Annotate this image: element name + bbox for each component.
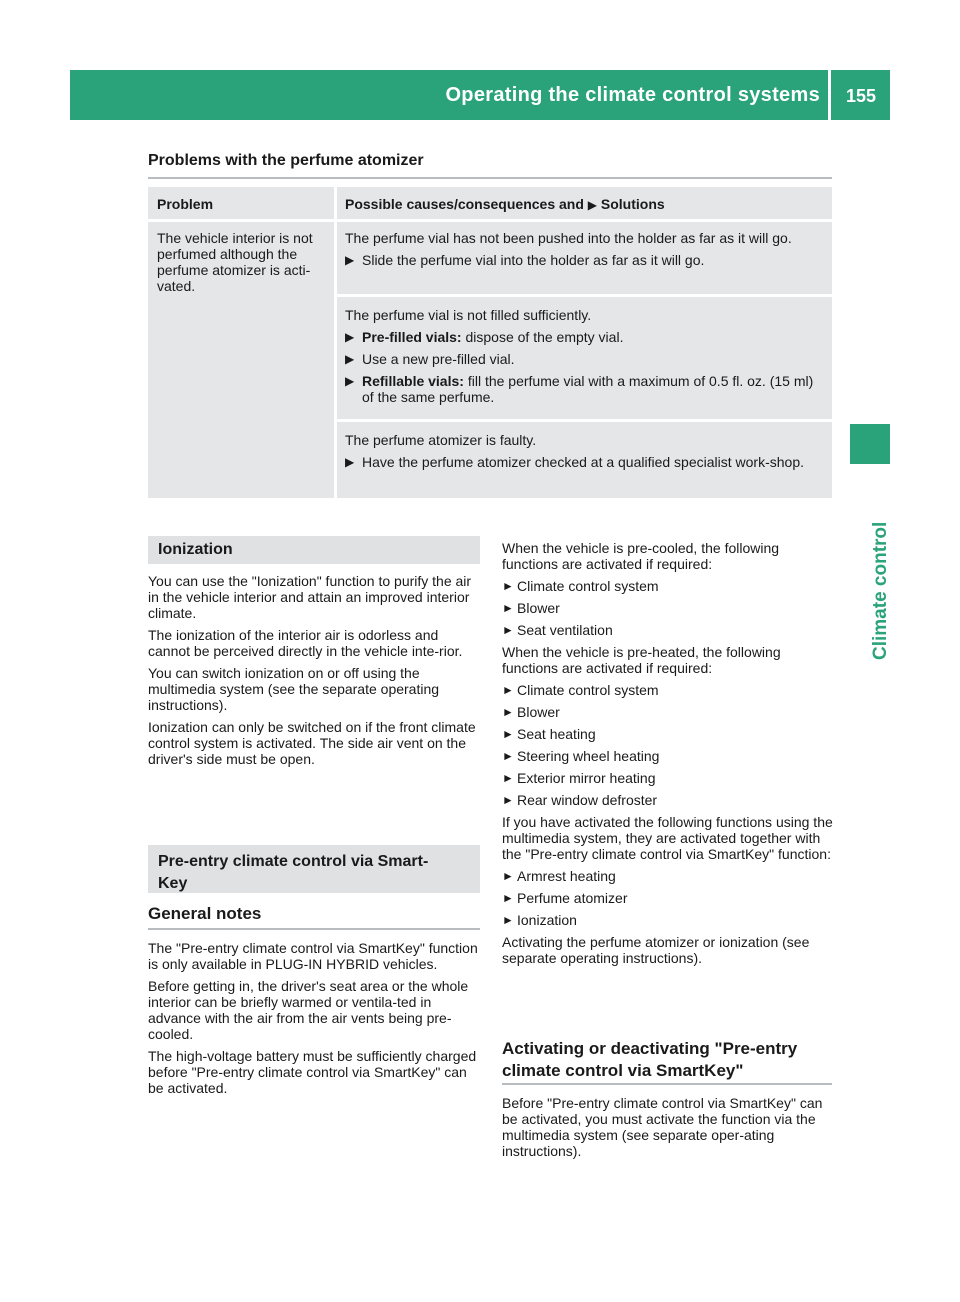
arrow-icon: ▶ <box>345 352 355 366</box>
paragraph: The ionization of the interior air is odorless and cannot be perceived directly in the vehicle inte-rior. <box>148 627 463 659</box>
list-item <box>502 600 836 616</box>
paragraph: The high-voltage battery must be sufficiently charged before "Pre-entry climate control via SmartKey" can be activated. <box>148 1048 477 1096</box>
list-item-text: Rear window defroster <box>517 792 658 808</box>
preentry-title <box>158 851 428 895</box>
table-row <box>337 422 832 498</box>
list-item-text: Climate control system <box>517 682 659 698</box>
list-item-text: Seat ventilation <box>517 622 613 638</box>
general-notes-title: General notes <box>148 904 262 923</box>
preentry-heading-bar <box>148 845 480 893</box>
paragraph: Before getting in, the driver's seat area or the whole interior can be briefly warmed or ventila-ted in advance with the air from the air vents being pre-cooled. <box>148 978 469 1042</box>
activating-title <box>502 1038 797 1082</box>
section-rule <box>502 1083 832 1085</box>
step-text: Slide the perfume vial into the holder as far as it will go. <box>362 252 705 268</box>
header-solutions-label <box>345 196 665 212</box>
right-column <box>502 540 836 972</box>
step-bold: Pre-filled vials: <box>362 329 462 345</box>
table-row <box>337 222 832 294</box>
bullet-icon: ► <box>502 771 514 785</box>
list-item-text: Exterior mirror heating <box>517 770 656 786</box>
solution-step <box>345 454 827 470</box>
paragraph: Ionization can only be switched on if the front climate control system is activated. The side air vent on the driver's side must be open. <box>148 719 476 767</box>
bullet-icon: ► <box>502 601 514 615</box>
bullet-icon: ► <box>502 749 514 763</box>
paragraph: Before "Pre-entry climate control via SmartKey" can be activated, you must activate the function via the multimedia system (see separate oper-ating instructions). <box>502 1095 823 1159</box>
chapter-tab-marker <box>850 424 890 464</box>
arrow-icon: ▶ <box>587 198 598 212</box>
list-item-text: Steering wheel heating <box>517 748 660 764</box>
list-item <box>502 622 836 638</box>
paragraph: The "Pre-entry climate control via SmartKey" function is only available in PLUG-IN HYBRID vehicles. <box>148 940 478 972</box>
list-item <box>502 578 836 594</box>
step-text: Use a new pre-filled vial. <box>362 351 515 367</box>
bullet-icon: ► <box>502 727 514 741</box>
bullet-icon: ► <box>502 869 514 883</box>
solution-step <box>345 373 827 405</box>
bullet-icon: ► <box>502 793 514 807</box>
list-item <box>502 792 836 808</box>
bullet-icon: ► <box>502 891 514 905</box>
general-notes-body <box>148 940 482 1102</box>
section-rule <box>148 177 832 179</box>
table-header <box>148 187 832 219</box>
problem-cell <box>148 222 334 498</box>
ionization-body <box>148 573 482 773</box>
bullet-icon: ► <box>502 623 514 637</box>
activating-title-line2: climate control via SmartKey" <box>502 1061 744 1080</box>
list-item-text: Blower <box>517 600 560 616</box>
arrow-icon: ▶ <box>345 330 355 344</box>
table-section-title: Problems with the perfume atomizer <box>148 152 424 169</box>
header-problem-label: Problem <box>157 196 214 212</box>
header-solutions-pre: Possible causes/consequences and <box>345 196 584 212</box>
arrow-icon: ▶ <box>345 253 355 267</box>
activating-title-line1: Activating or deactivating "Pre-entry <box>502 1039 798 1058</box>
solution-step <box>345 351 827 367</box>
preentry-title-line1: Pre-entry climate control via Smart- <box>158 853 429 870</box>
list-item-text: Perfume atomizer <box>517 890 628 906</box>
solution-step <box>345 252 827 268</box>
paragraph: If you have activated the following functions using the multimedia system, they are activated together with the "Pre-entry climate control via SmartKey" function: <box>502 814 833 862</box>
step-text: Have the perfume atomizer checked at a qualified specialist work-shop. <box>362 454 804 470</box>
activating-body <box>502 1095 836 1165</box>
page-header <box>70 70 890 120</box>
arrow-icon: ▶ <box>345 455 355 469</box>
list-item <box>502 890 836 906</box>
paragraph: You can use the "Ionization" function to purify the air in the vehicle interior and attain an improved interior climate. <box>148 573 472 621</box>
cause-text: The perfume atomizer is faulty. <box>345 432 537 448</box>
paragraph: You can switch ionization on or off using the multimedia system (see the separate operating instructions). <box>148 665 440 713</box>
ionization-title: Ionization <box>158 541 233 558</box>
list-item-text: Climate control system <box>517 578 659 594</box>
list-item <box>502 704 836 720</box>
preentry-title-line2: Key <box>158 875 188 892</box>
list-item-text: Armrest heating <box>517 868 616 884</box>
header-cell-solutions <box>337 187 832 219</box>
step-bold: Refillable vials: <box>362 373 464 389</box>
cause-text: The perfume vial is not filled sufficiently. <box>345 307 592 323</box>
list-item <box>502 748 836 764</box>
step-text: fill the perfume vial with a maximum of 0.5 fl. oz. (15 ml) of the same perfume. <box>362 373 814 405</box>
page-number: 155 <box>845 86 876 106</box>
arrow-icon: ▶ <box>345 374 355 388</box>
list-item <box>502 682 836 698</box>
bullet-icon: ► <box>502 579 514 593</box>
list-item <box>502 868 836 884</box>
header-title: Operating the climate control systems <box>445 84 820 106</box>
solution-step <box>345 329 827 345</box>
list-item-text: Ionization <box>517 912 577 928</box>
list-item <box>502 770 836 786</box>
header-divider <box>828 70 831 120</box>
step-text: dispose of the empty vial. <box>461 329 624 345</box>
list-item <box>502 912 836 928</box>
list-item-text: Blower <box>517 704 560 720</box>
section-rule <box>148 928 480 930</box>
paragraph: When the vehicle is pre-cooled, the following functions are activated if required: <box>502 540 780 572</box>
paragraph: Activating the perfume atomizer or ionization (see separate operating instructions). <box>502 934 810 966</box>
bullet-icon: ► <box>502 683 514 697</box>
chapter-side-label: Climate control <box>870 521 891 660</box>
bullet-icon: ► <box>502 913 514 927</box>
paragraph: When the vehicle is pre-heated, the following functions are activated if required: <box>502 644 781 676</box>
problem-text: The vehicle interior is not perfumed although the perfume atomizer is acti-vated. <box>157 230 313 294</box>
ionization-heading-bar <box>148 536 480 564</box>
header-solutions-post: Solutions <box>600 196 665 212</box>
table-row <box>337 297 832 419</box>
bullet-icon: ► <box>502 705 514 719</box>
list-item-text: Seat heating <box>517 726 596 742</box>
cause-text: The perfume vial has not been pushed into the holder as far as it will go. <box>345 230 792 246</box>
list-item <box>502 726 836 742</box>
header-cell-problem <box>148 187 334 219</box>
